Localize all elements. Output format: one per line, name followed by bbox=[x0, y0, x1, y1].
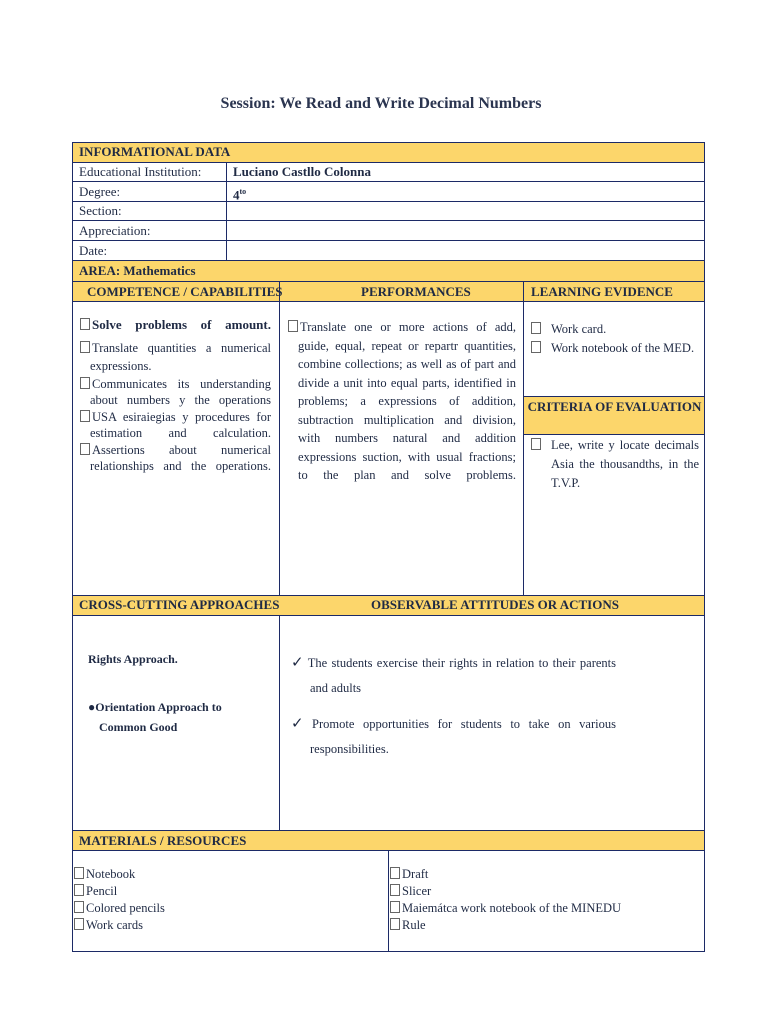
competence-list bbox=[80, 316, 271, 475]
cross-cutting-header: CROSS-CUTTING APPROACHES bbox=[79, 597, 280, 612]
competence-item: Assertions about numerical relationships and the operations. bbox=[80, 442, 271, 475]
action-item: ✓ Promote opportunities for students to take on various responsibilities. bbox=[291, 716, 616, 756]
bullet-icon bbox=[80, 318, 90, 330]
bullet-icon bbox=[531, 322, 541, 334]
criteria-text: Lee, write y locate decimals Asia the thousandths, in the T.V.P. bbox=[531, 436, 699, 493]
material-item: Maiemátca work notebook of the MINEDU bbox=[390, 900, 700, 917]
degree-value: $4^{to}$ bbox=[233, 187, 247, 203]
page-title: Session: We Read and Write Decimal Numbers bbox=[220, 95, 542, 112]
common-good-approach: ●Orientation Approach to Common Good bbox=[88, 700, 222, 734]
area-header: AREA: Mathematics bbox=[79, 263, 196, 278]
observable-actions-list bbox=[291, 651, 616, 762]
material-item: Draft bbox=[390, 866, 700, 883]
bullet-icon bbox=[390, 867, 400, 879]
evidence-item: Work card. bbox=[531, 320, 699, 339]
bullet-icon bbox=[74, 918, 84, 930]
learning-evidence-header: LEARNING EVIDENCE bbox=[531, 284, 673, 299]
material-item: Slicer bbox=[390, 883, 700, 900]
bullet-icon bbox=[288, 320, 298, 332]
bullet-icon bbox=[531, 438, 541, 450]
bullet-icon bbox=[80, 341, 90, 353]
bullet-icon bbox=[80, 377, 90, 389]
bullet-icon bbox=[390, 918, 400, 930]
bullet-icon bbox=[74, 901, 84, 913]
bullet-icon bbox=[80, 410, 90, 422]
institution-label: Educational Institution: bbox=[79, 164, 202, 179]
criteria-header: CRITERIA OF EVALUATION bbox=[527, 399, 702, 414]
material-item: Rule bbox=[390, 917, 700, 934]
checkmark-icon: ✓ bbox=[291, 716, 310, 732]
competence-main: Solve problems of amount. bbox=[80, 316, 271, 335]
materials-right bbox=[390, 866, 700, 934]
material-item: Notebook bbox=[74, 866, 374, 883]
material-item: Colored pencils bbox=[74, 900, 374, 917]
competence-item: Translate quantities a numerical expressions. bbox=[80, 339, 271, 376]
bullet-icon bbox=[74, 867, 84, 879]
materials-header: MATERIALS / RESOURCES bbox=[79, 833, 247, 848]
competence-item: USA esiraiegias y procedures for estimation and calculation. bbox=[80, 409, 271, 442]
degree-label: Degree: bbox=[79, 184, 121, 199]
bullet-icon bbox=[390, 901, 400, 913]
performances-text: Translate one or more actions of add, guide, equal, repeat or repartr quantities, combine collections; as well as of part and divide a unit into equal parts, identified in problems; a expressions of addition, subtraction multiplication and division, with numbers natural and addition expressions suction, with usual fractions; to the plan and solve problems. bbox=[288, 318, 516, 485]
evidence-item: Work notebook of the MED. bbox=[531, 339, 699, 358]
competence-header: COMPETENCE / CAPABILITIES bbox=[87, 284, 283, 299]
bullet-icon bbox=[390, 884, 400, 896]
material-item: Pencil bbox=[74, 883, 374, 900]
material-item: Work cards bbox=[74, 917, 374, 934]
learning-evidence-list bbox=[531, 320, 699, 358]
bullet-icon bbox=[531, 341, 541, 353]
informational-data-header: INFORMATIONAL DATA bbox=[79, 144, 231, 159]
appreciation-label: Appreciation: bbox=[79, 223, 151, 238]
action-item: ✓ The students exercise their rights in relation to their parents and adults bbox=[291, 655, 616, 695]
performances-header: PERFORMANCES bbox=[361, 284, 471, 299]
date-label: Date: bbox=[79, 243, 108, 258]
materials-left bbox=[74, 866, 374, 934]
section-label: Section: bbox=[79, 203, 122, 218]
rights-approach: Rights Approach. bbox=[88, 652, 178, 666]
checkmark-icon: ✓ bbox=[291, 655, 305, 671]
competence-item: Communicates its understanding about numbers y the operations bbox=[80, 376, 271, 409]
bullet-icon bbox=[74, 884, 84, 896]
institution-value: Luciano Castllo Colonna bbox=[233, 164, 371, 179]
bullet-icon bbox=[80, 443, 90, 455]
observable-actions-header: OBSERVABLE ATTITUDES OR ACTIONS bbox=[371, 597, 619, 612]
